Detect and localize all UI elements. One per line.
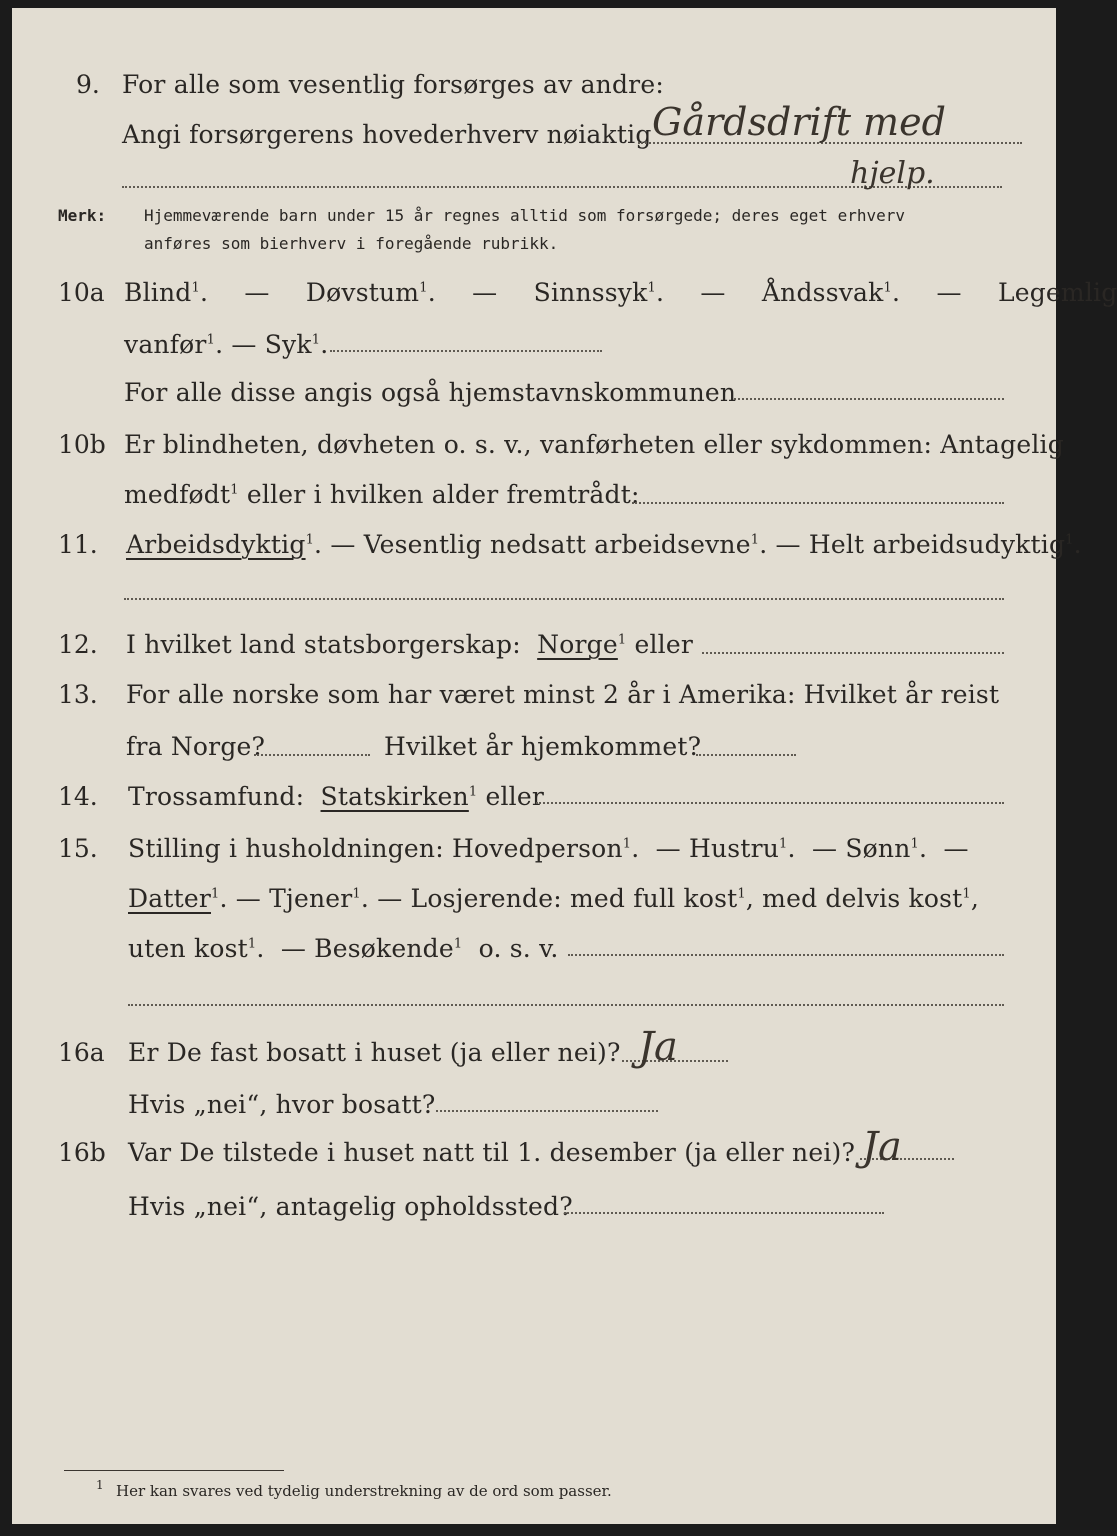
q10a-answer-dots-2 xyxy=(734,398,1004,400)
option-datter-underlined: Datter xyxy=(128,884,211,913)
q14-answer-dots xyxy=(536,802,1004,804)
q16b-handwritten-answer: Ja xyxy=(862,1124,902,1170)
q10a-line2: vanfør$^1$. — Syk$^1$. xyxy=(124,330,329,359)
q15-line2c: — Losjerende: med full kost xyxy=(377,884,738,913)
q10b-number: 10b xyxy=(58,430,106,459)
q9-number: 9. xyxy=(76,70,100,99)
q16b-line1: Var De tilstede i huset natt til 1. desember (ja eller nei)? xyxy=(128,1138,856,1167)
merk-label: Merk: xyxy=(58,206,107,225)
q15-line1d: — xyxy=(943,834,969,863)
q13-answer-dots-1 xyxy=(254,754,370,756)
q13-line1: For alle norske som har været minst 2 år i Amerika: Hvilket år reist xyxy=(126,680,1000,709)
q13-answer-dots-2 xyxy=(696,754,796,756)
q10b-answer-dots xyxy=(632,502,1004,504)
q15-line1a: Stilling i husholdningen: Hovedperson xyxy=(128,834,623,863)
q16b-line2: Hvis „nei“, antagelig opholdssted? xyxy=(128,1192,573,1221)
q16b-number: 16b xyxy=(58,1138,106,1167)
q15-line3b: — Besøkende xyxy=(280,934,454,963)
census-form-page xyxy=(12,8,1117,1524)
q10a-answer-dots-1 xyxy=(330,350,602,352)
option-legemlig: Legemlig xyxy=(997,278,1117,307)
q13-number: 13. xyxy=(58,680,98,709)
option-syk: Syk xyxy=(264,330,312,359)
q11-line1: Arbeidsdyktig$^1$. — Vesentlig nedsatt arbeidsevne$^1$. — Helt arbeidsudyktig$^1$. xyxy=(126,530,1082,559)
q10b-line2: medfødt$^1$ eller i hvilken alder fremtrådt: xyxy=(124,480,640,509)
option-helt: — Helt arbeidsudyktig xyxy=(775,530,1066,559)
option-sinnssyk: Sinnssyk xyxy=(533,278,648,307)
option-statskirken-underlined: Statskirken xyxy=(320,782,469,811)
option-andssvak: Åndssvak xyxy=(761,278,884,307)
q12-line1: I hvilket land statsborgerskap: Norge$^1$ eller xyxy=(126,630,694,659)
option-arbeidsdyktig-underlined: Arbeidsdyktig xyxy=(126,530,306,559)
q9-handwritten-answer-1: Gårdsdrift med xyxy=(652,100,946,144)
q14-text: Trossamfund: xyxy=(128,782,305,811)
q15-line1: Stilling i husholdningen: Hovedperson$^1$. — Hustru$^1$. — Sønn$^1$. — xyxy=(128,834,969,863)
q15-line3c: o. s. v. xyxy=(478,934,559,963)
footnote-mark: 1 xyxy=(96,1478,104,1492)
q16a-line1: Er De fast bosatt i huset (ja eller nei)? xyxy=(128,1038,621,1067)
q15-answer-dots-2 xyxy=(128,1004,1004,1006)
q12-number: 12. xyxy=(58,630,98,659)
q15-line2d: , med delvis kost xyxy=(745,884,963,913)
q15-line1c: — Sønn xyxy=(811,834,911,863)
footnote-rule xyxy=(64,1470,284,1471)
q15-line2b: — Tjener xyxy=(235,884,353,913)
q12-text: I hvilket land statsborgerskap: xyxy=(126,630,521,659)
q11-number: 11. xyxy=(58,530,98,559)
q9-line2: Angi forsørgerens hovederhverv nøiaktig xyxy=(122,120,652,149)
q10a-line3: For alle disse angis også hjemstavnskommunen xyxy=(124,378,737,407)
option-medfodt: medfødt xyxy=(124,480,231,509)
q10a-line1: Blind$^1$. — Døvstum$^1$. — Sinnssyk$^1$. — Åndssvak$^1$. — Legemlig xyxy=(124,278,1117,307)
q16a-handwritten-answer: Ja xyxy=(638,1024,678,1070)
q16b-answer-dots-2 xyxy=(564,1212,884,1214)
q11-answer-dots xyxy=(124,598,1004,600)
option-norge-underlined: Norge xyxy=(537,630,618,659)
q10a-number: 10a xyxy=(58,278,105,307)
q9-handwritten-answer-2: hjelp. xyxy=(850,156,935,191)
merk-line1: Hjemmeværende barn under 15 år regnes alltid som forsørgede; deres eget erhverv xyxy=(144,206,905,225)
q14-number: 14. xyxy=(58,782,98,811)
footnote-text: Her kan svares ved tydelig understrekning av de ord som passer. xyxy=(116,1482,612,1500)
q15-line3: uten kost$^1$. — Besøkende$^1$ o. s. v. xyxy=(128,934,559,963)
q10b-line1: Er blindheten, døvheten o. s. v., vanførheten eller sykdommen: Antagelig xyxy=(124,430,1064,459)
q16a-number: 16a xyxy=(58,1038,105,1067)
q10b-line2-rest: eller i hvilken alder fremtrådt: xyxy=(246,480,640,509)
q15-line1b: — Hustru xyxy=(655,834,780,863)
q9-line1: For alle som vesentlig forsørges av andre: xyxy=(122,70,664,99)
q16a-line2: Hvis „nei“, hvor bosatt? xyxy=(128,1090,436,1119)
q15-line3a: uten kost xyxy=(128,934,248,963)
q15-line2: Datter$^1$. — Tjener$^1$. — Losjerende: med full kost$^1$, med delvis kost$^1$, xyxy=(128,884,980,913)
q15-number: 15. xyxy=(58,834,98,863)
q14-eller: eller xyxy=(485,782,545,811)
q12-eller: eller xyxy=(634,630,694,659)
merk-line2: anføres som bierhverv i foregående rubrikk. xyxy=(144,234,559,253)
q13-line2a: fra Norge? xyxy=(126,732,266,761)
q15-answer-dots-1 xyxy=(568,954,1004,956)
option-dovstum: Døvstum xyxy=(305,278,420,307)
q12-answer-dots xyxy=(702,652,1004,654)
q13-line2b: Hvilket år hjemkommet? xyxy=(384,732,702,761)
option-vesentlig: — Vesentlig nedsatt arbeidsevne xyxy=(330,530,751,559)
option-blind: Blind xyxy=(124,278,192,307)
q16a-answer-dots-2 xyxy=(436,1110,658,1112)
q14-line1: Trossamfund: Statskirken$^1$ eller xyxy=(128,782,545,811)
option-vanfor: vanfør xyxy=(124,330,207,359)
